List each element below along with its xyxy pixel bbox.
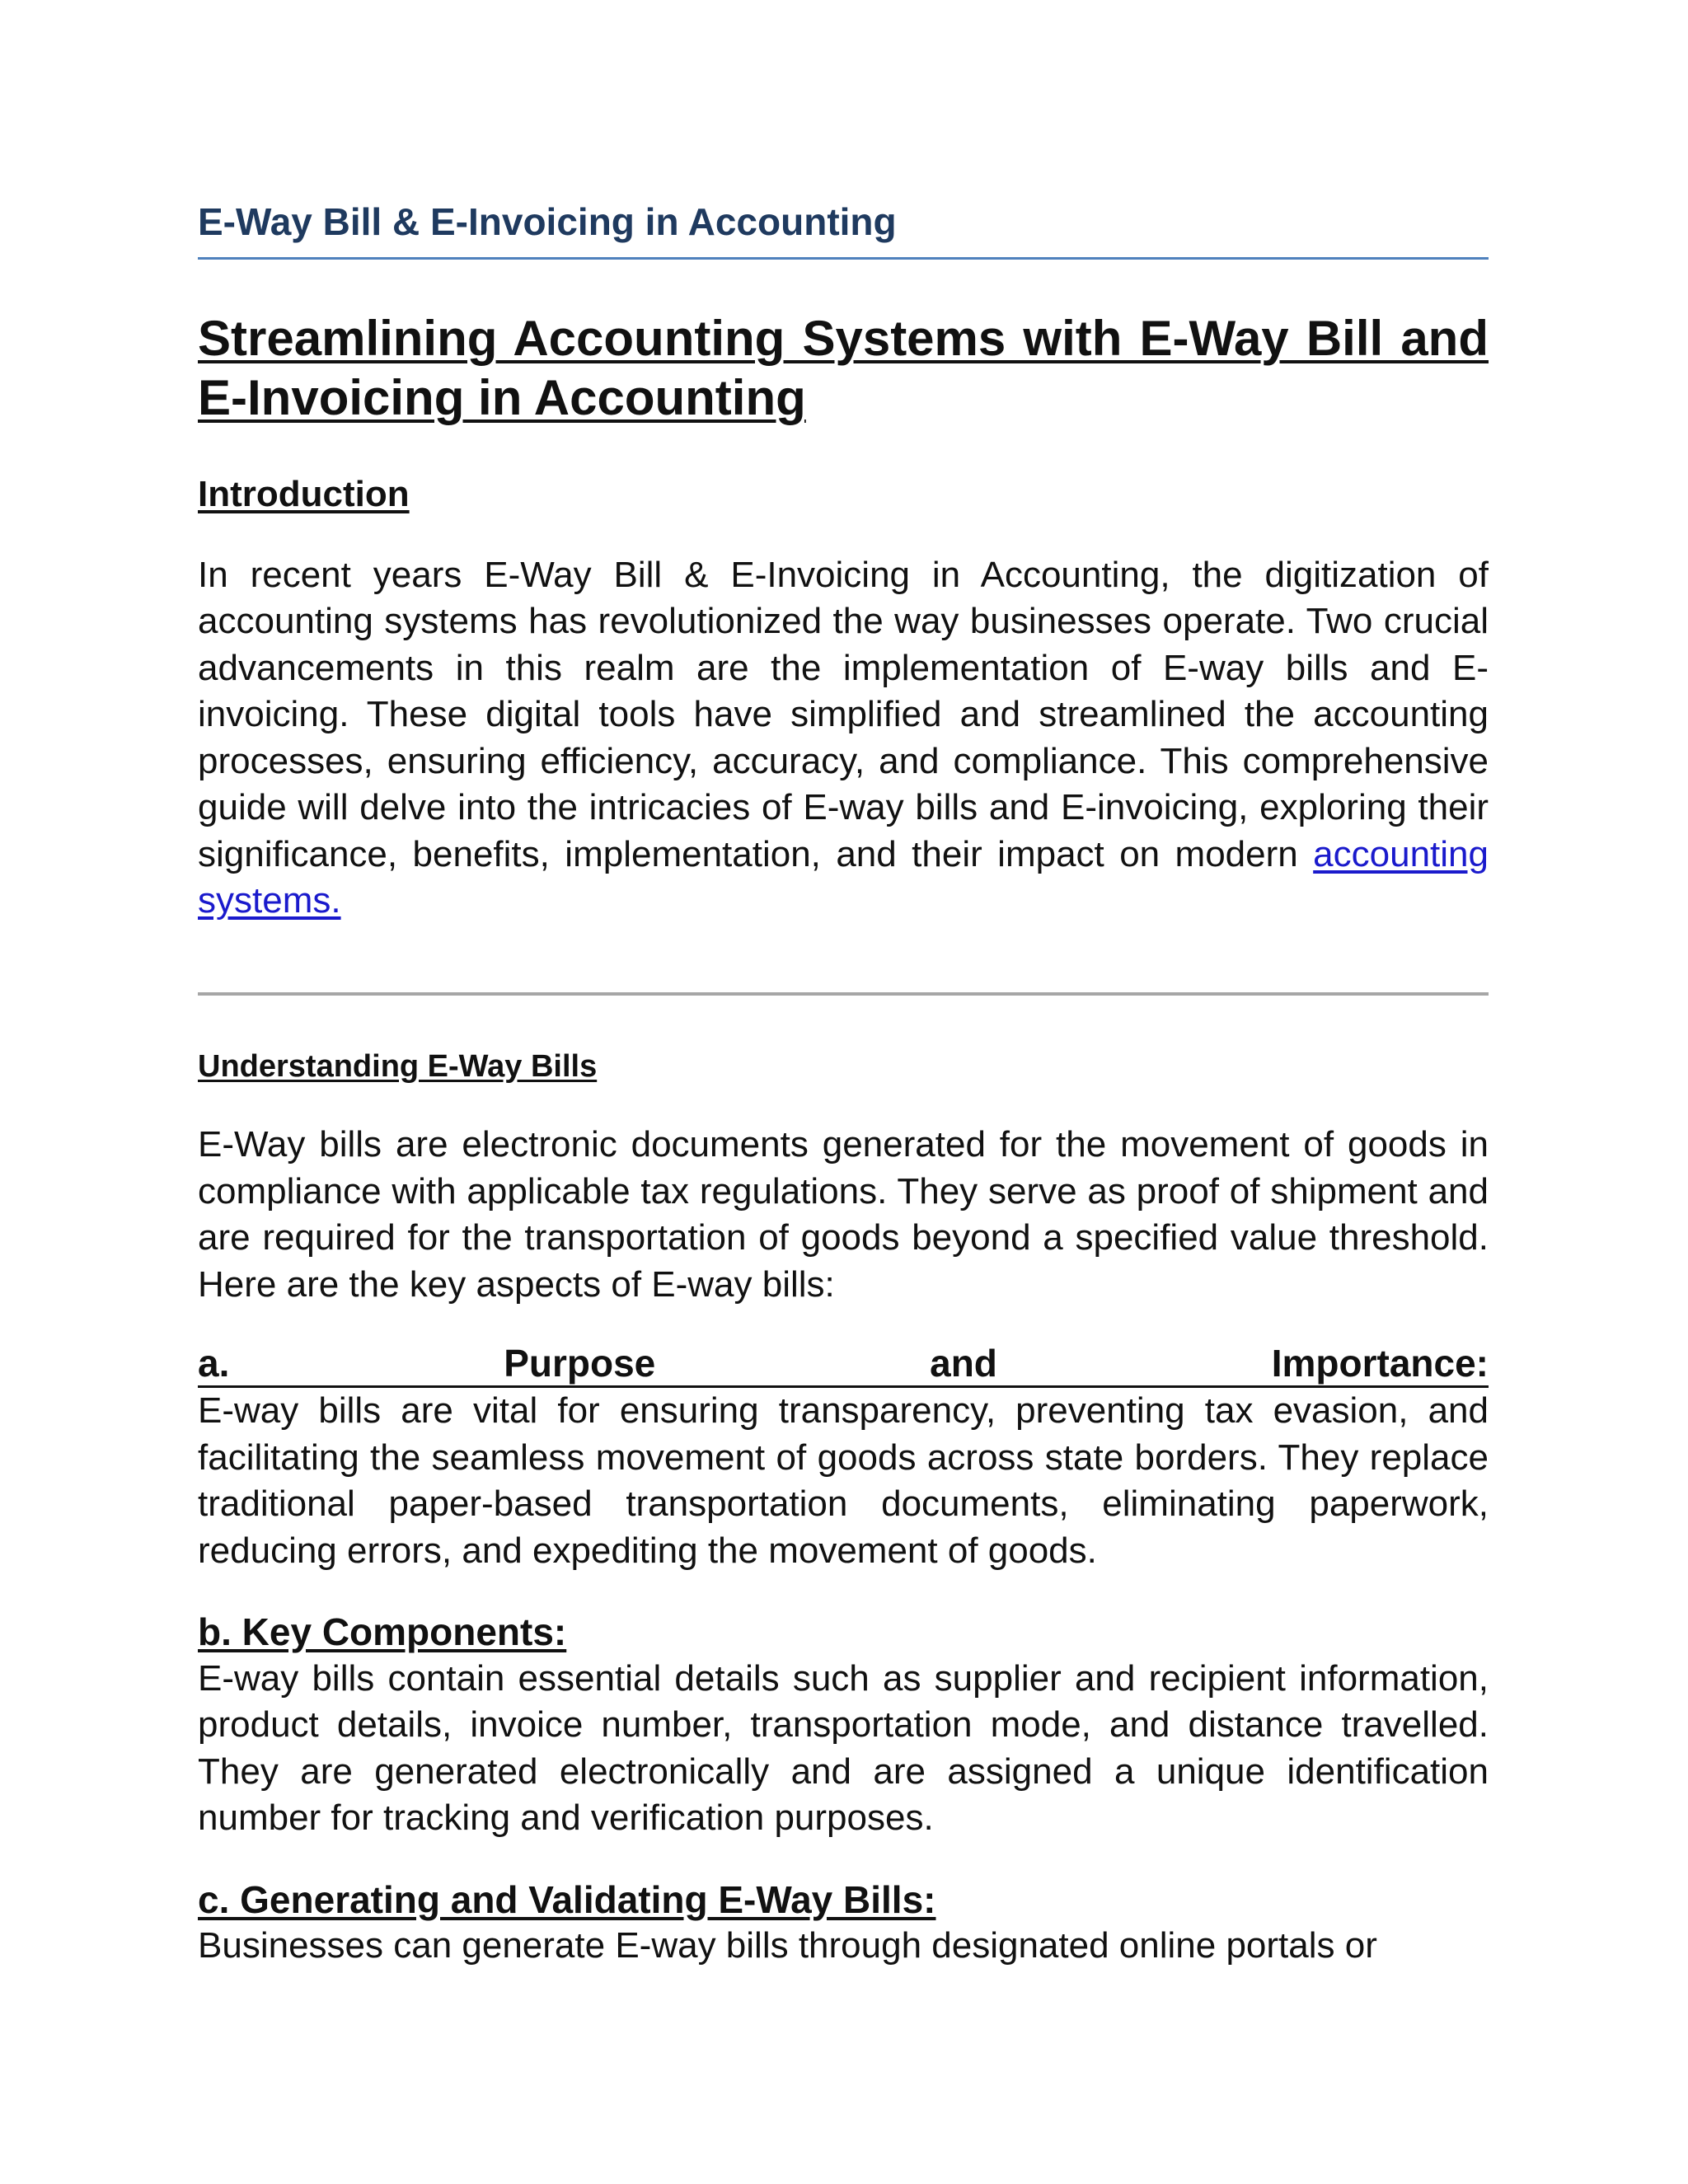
document-page [198, 198, 1489, 1970]
document-header: E-Way Bill & E-Invoicing in Accounting [198, 198, 1489, 260]
item-a-word: Purpose [504, 1342, 656, 1385]
accounting-systems-link[interactable]: accounting systems. [198, 833, 1489, 921]
horizontal-divider [198, 992, 1489, 996]
article-title: Streamlining Accounting Systems with E-Way Bill and E-Invoicing in Accounting [198, 310, 1489, 425]
introduction-heading: Introduction [198, 473, 410, 514]
introduction-paragraph [198, 552, 1489, 925]
item-c-heading: c. Generating and Validating E-Way Bills: [198, 1877, 936, 1921]
item-a-word: and [930, 1342, 997, 1385]
item-c-text: Businesses can generate E-way bills through designated online portals or [198, 1925, 1377, 1966]
item-a-heading [198, 1343, 1489, 1388]
item-a-word: Importance: [1271, 1342, 1489, 1385]
item-a-text: E-way bills are vital for ensuring transparency, preventing tax evasion, and facilitating the seamless movement of goods across state borders. They replace traditional paper-based transportation documents, eliminating paperwork, reducing errors, and expediting the movement of goods. [198, 1390, 1489, 1571]
item-b-heading: b. Key Components: [198, 1610, 567, 1654]
introduction-text: In recent years E-Way Bill & E-Invoicing in Accounting, the digitization of accounting systems has revolutionized the way businesses operate. Two crucial advancements in this realm are the implementation of E-way bills and E-invoicing. These digital tools have simplified and streamlined the accounting processes, ensuring efficiency, accuracy, and compliance. This comprehensive guide will delve into the intricacies of E-way bills and E-invoicing, exploring their significance, benefits, implementation, and their impact on modern [198, 554, 1489, 874]
section-heading-eway-bills: Understanding E-Way Bills [198, 1048, 598, 1084]
item-b-text: E-way bills contain essential details such as supplier and recipient information, product details, invoice number, transportation mode, and distance travelled. They are generated electronically and are assigned a unique identification number for tracking and verification purposes. [198, 1657, 1489, 1839]
item-a-word: a. [198, 1342, 230, 1385]
section-paragraph: E-Way bills are electronic documents generated for the movement of goods in compliance with applicable tax regulations. They serve as proof of shipment and are required for the transportation of goods beyond a specified value threshold. Here are the key aspects of E-way bills: [198, 1124, 1489, 1305]
